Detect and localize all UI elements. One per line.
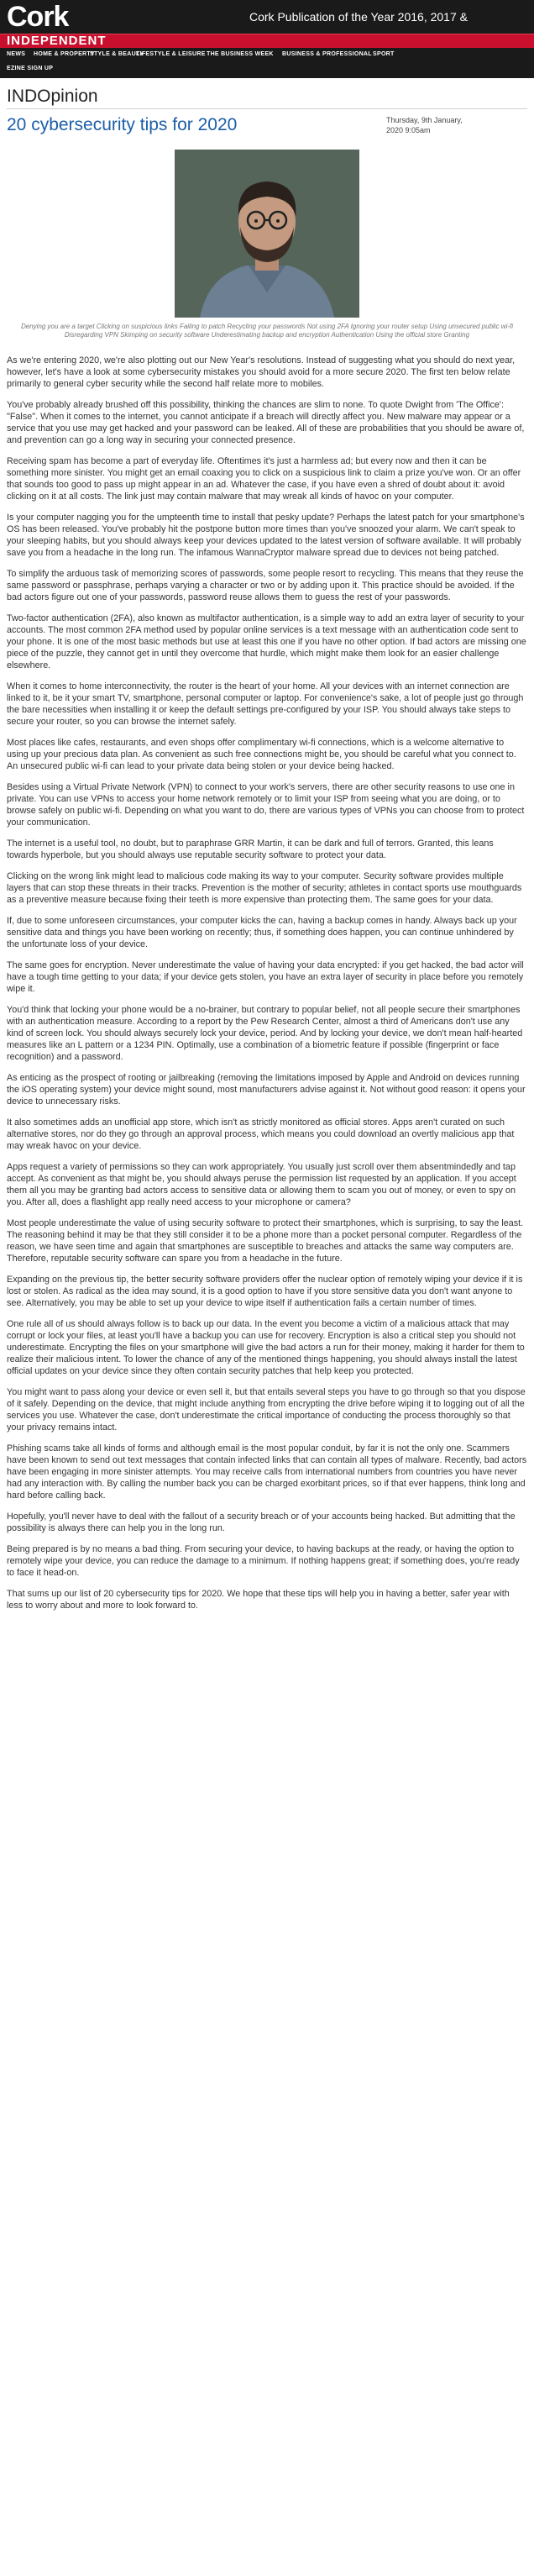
nav-lifestyle-leisure[interactable]: LIFESTYLE & LEISURE xyxy=(136,51,206,57)
paragraph: That sums up our list of 20 cybersecurity tips for 2020. We hope that these tips will help you in having a better, safer year with less to worry about and more to look forward to. xyxy=(7,1589,510,1611)
nav-home-property[interactable]: HOME & PROPERTY xyxy=(34,51,95,57)
paragraph: You'd think that locking your phone would be a no-brainer, but contrary to popular belief, not all people secure their smartphones with an authentication measure. According to a report by the Pew Research Center, almost a third of Americans don't use any kind of screen lock. You should always securely lock your device, period. And by locking your device, we don't mean half-hearted measures like an L pattern or a 1234 PIN. Optimally, use a combination of a biometric feature if possible (fingerprint or face recognition) and a password. xyxy=(7,1005,523,1062)
nav-news[interactable]: NEWS xyxy=(7,51,26,57)
publish-date-line2: 2020 9:05am xyxy=(386,126,431,134)
tagline: Cork Publication of the Year 2016, 2017 & xyxy=(249,10,468,24)
paragraph: Besides using a Virtual Private Network (VPN) to connect to your work's servers, there are other security reasons to use one in private. You can use VPNs to access your home network remotely or to limit your ISP from seeing what you are doing, or to browse safely on public wi-fi. Depending on what you want to do, there are various types of VPNs you can choose from to protect your communication. xyxy=(7,782,525,828)
paragraph: To simplify the arduous task of memorizing scores of passwords, some people resort to recycling. This means that they reuse the same password or passphrase, perhaps varying a character or two or by adding upon it. This practice should be avoided. If the bad actors figure out one of your passwords, password reuse allows them to guess the rest of your passwords. xyxy=(7,569,524,602)
paragraph: As enticing as the prospect of rooting or jailbreaking (removing the limitations imposed by Apple and Android on devices running the iOS operating system) your device might sound, most manufacturers advise against it. Not without good reason: it opens your device to unnecessary risks. xyxy=(7,1073,526,1107)
paragraph: Clicking on the wrong link might lead to malicious code making its way to your computer. Security software provides multiple layers that can stop these threats in their tracks. Prevention is the mother of security; athletes in contact sports use mouthguards as a preventive measure because fixing their teeth is more expensive than protecting them. The same goes for your data. xyxy=(7,871,522,905)
article-body xyxy=(7,355,527,1621)
paragraph: As we're entering 2020, we're also plotting out our New Year's resolutions. Instead of suggesting what you should do next year, however, let's have a look at some cybersecurity mistakes you should avoid for a more secure 2020. The first ten below relate primarily to general cyber security while the second half relate more to mobiles. xyxy=(7,355,516,389)
article-photo xyxy=(175,150,359,318)
paragraph: Most places like cafes, restaurants, and even shops offer complimentary wi-fi connections, which is a welcome alternative to using up your precious data plan. As convenient as such free connections might be, you should be careful what you connect to. An unsecured public wi-fi can lead to your private data being stolen or your device being hacked. xyxy=(7,738,516,771)
paragraph: The internet is a useful tool, no doubt, but to paraphrase GRR Martin, it can be dark and full of terrors. Granted, this leans towards hyperbole, but you should always use reputable security software to protect your data. xyxy=(7,839,494,860)
paragraph: The same goes for encryption. Never underestimate the value of having your data encrypted: if you get hacked, the bad actor will have a tough time getting to your data; if your device gets stolen, you have an extra layer of security in place before you remotely wipe it. xyxy=(7,960,524,994)
paragraph: Is your computer nagging you for the umpteenth time to install that pesky update? Perhaps the latest patch for your smartphone's OS has been released. You've probably hit the postpone button more times than you've snoozed your alarm. We can't speak to your sleeping habits, but you should always keep your devices updated to the latest version of software available. It will probably save you from a headache in the long run. The infamous WannaCryptor malware spread due to devices not being patched. xyxy=(7,513,525,558)
photo-caption: Denying you are a target Clicking on suspicious links Failing to patch Recycling your passwords Not using 2FA Ignoring your router setup Using unsecured public wi-fi Disregarding VPN Skimping on security software Underestimating backup and encryption Authentication Using the official store Granting xyxy=(20,323,514,339)
publish-date-line1: Thursday, 9th January, xyxy=(386,116,463,124)
logo-bar xyxy=(0,34,534,48)
paragraph: Apps request a variety of permissions so they can work appropriately. You usually just scroll over them absentmindedly and tap accept. As convenient as that might be, you should always peruse the permission list requested by an application. If you accept them all you may be granting bad actors access to sensitive data or allowing them to scam you out of money, or even to spy on you. After all, does a flashlight app really need access to your microphone or camera? xyxy=(7,1162,516,1207)
masthead xyxy=(0,0,534,34)
paragraph: One rule all of us should always follow is to back up our data. In the event you become a victim of a malicious attack that may corrupt or lock your files, at least you'll have a backup you can use for recovery. Encryption is also a critical step you should not underestimate. Encrypting the files on your smartphone will give the bad actors a run for their money, making it harder for them to realize their malicious intent. To lower the chance of any of the mentioned things happening, you should always install the latest official updates on your device since they often contain security patches that help keep you protected. xyxy=(7,1319,525,1376)
main-nav xyxy=(0,48,534,78)
paragraph: Phishing scams take all kinds of forms and although email is the most popular conduit, by far it is not the only one. Scammers have been known to send out text messages that contain infected links that can contain all types of malware. Recently, bad actors have been engaging in more sinister attempts. You may receive calls from international numbers from countries you have never had any interaction with. By calling the number back you can be charged exorbitant prices, so if that ever happens, think long and hard before calling back. xyxy=(7,1443,527,1501)
paragraph: Two-factor authentication (2FA), also known as multifactor authentication, is a simple way to add an extra layer of security to your accounts. The most common 2FA method used by popular online services is a text message with an authentication code sent to your phone. It is one of the most basic methods but use at least this one if you have no other option. If bad actors are missing one piece of the puzzle, they cannot get in until they overcome that hurdle, which might make them look for an easier challenge elsewhere. xyxy=(7,613,526,670)
nav-ezine-signup[interactable]: EZINE SIGN UP xyxy=(7,66,54,71)
divider xyxy=(7,108,527,109)
nav-sport[interactable]: SPORT xyxy=(373,51,395,57)
article-title: 20 cybersecurity tips for 2020 xyxy=(7,115,238,134)
paragraph: Most people underestimate the value of using security software to protect their smartphones, which is surprising, to say the least. The reasoning behind it may be that they still consider it to be a phone more than a pocket personal computer. Regardless of the reason, we have seen time and again that smartphones are susceptible to breaches and attacks the same way computers are. Therefore, reputable security software can spare you from a headache in the future. xyxy=(7,1218,524,1264)
logo-cork[interactable]: Cork xyxy=(7,1,69,33)
paragraph: Receiving spam has become a part of everyday life. Oftentimes it's just a harmless ad; but every now and then it can be something more sinister. You might get an email coaxing you to click on a suspicious link to claim a prize you've won. Or an offer that sounds too good to pass up might appear in an ad. Whatever the case, if you have even a shred of doubt about it: avoid clicking on it at all costs. The link just may contain malware that may wreak all kinds of havoc on your computer. xyxy=(7,456,521,502)
nav-business-week[interactable]: THE BUSINESS WEEK xyxy=(207,51,274,57)
paragraph: If, due to some unforeseen circumstances, your computer kicks the can, having a backup comes in handy. Always back up your sensitive data and things you have been working on recently; thus, if something does happen, you can continue unhindered by the unfortunate loss of your device. xyxy=(7,916,517,949)
nav-style-beauty[interactable]: STYLE & BEAUTY xyxy=(90,51,144,57)
paragraph: It also sometimes adds an unofficial app store, which isn't as strictly monitored as official stores. Apps aren't curated on such alternative stores, nor do they go through an approval process, which means you could download an overtly malicious app that may wreak havoc on your device. xyxy=(7,1117,515,1151)
publish-date xyxy=(386,115,463,135)
portrait-image xyxy=(175,150,359,318)
paragraph: When it comes to home interconnectivity, the router is the heart of your home. All your devices with an internet connection are linked to it, be it your smart TV, smartphone, personal computer or laptop. For convenience's sake, a lot of people just go through the bare necessities when installing it or keep the default settings pre-configured by your ISP. You should always take steps to secure your router, so you can browse the internet safely. xyxy=(7,681,524,727)
paragraph: You might want to pass along your device or even sell it, but that entails several steps you have to go through so that you dispose of it safely. Depending on the device, that might include anything from encrypting the drive before wiping it to logging out of all the services you use. Whatever the case, don't underestimate the critical importance of conducting the process thoroughly so that your privacy remains intact. xyxy=(7,1387,526,1433)
paragraph: Expanding on the previous tip, the better security software providers offer the nuclear option of remotely wiping your device if it is lost or stolen. As radical as the idea may sound, it is a good option to have if you store sensitive data you don't want anyone to see. Alternatively, you may be able to set up your device to wipe itself if authentication fails a certain number of times. xyxy=(7,1275,523,1308)
nav-business-professional[interactable]: BUSINESS & PROFESSIONAL xyxy=(282,51,372,57)
paragraph: Being prepared is by no means a bad thing. From securing your device, to having backups at the ready, or having the option to remotely wipe your device, you can reduce the damage to a minimum. If nothing happens great; if something does, you're ready to face it head-on. xyxy=(7,1544,520,1578)
site-header xyxy=(0,0,534,78)
paragraph: Hopefully, you'll never have to deal with the fallout of a security breach or of your accounts being hacked. But admitting that the possibility is always there can help you in the long run. xyxy=(7,1511,516,1533)
paragraph: You've probably already brushed off this possibility, thinking the chances are slim to none. To quote Dwight from 'The Office': "False". When it comes to the internet, you cannot anticipate if a breach will directly affect you. New malware may appear or a service that you use may get hacked and your password can be leaked. All of these are probabilities that you should be aware of, and prevention can go a long way in securing your connected presence. xyxy=(7,400,525,445)
logo-independent[interactable]: INDEPENDENT xyxy=(7,34,107,48)
section-title[interactable]: INDOpinion xyxy=(7,87,98,106)
